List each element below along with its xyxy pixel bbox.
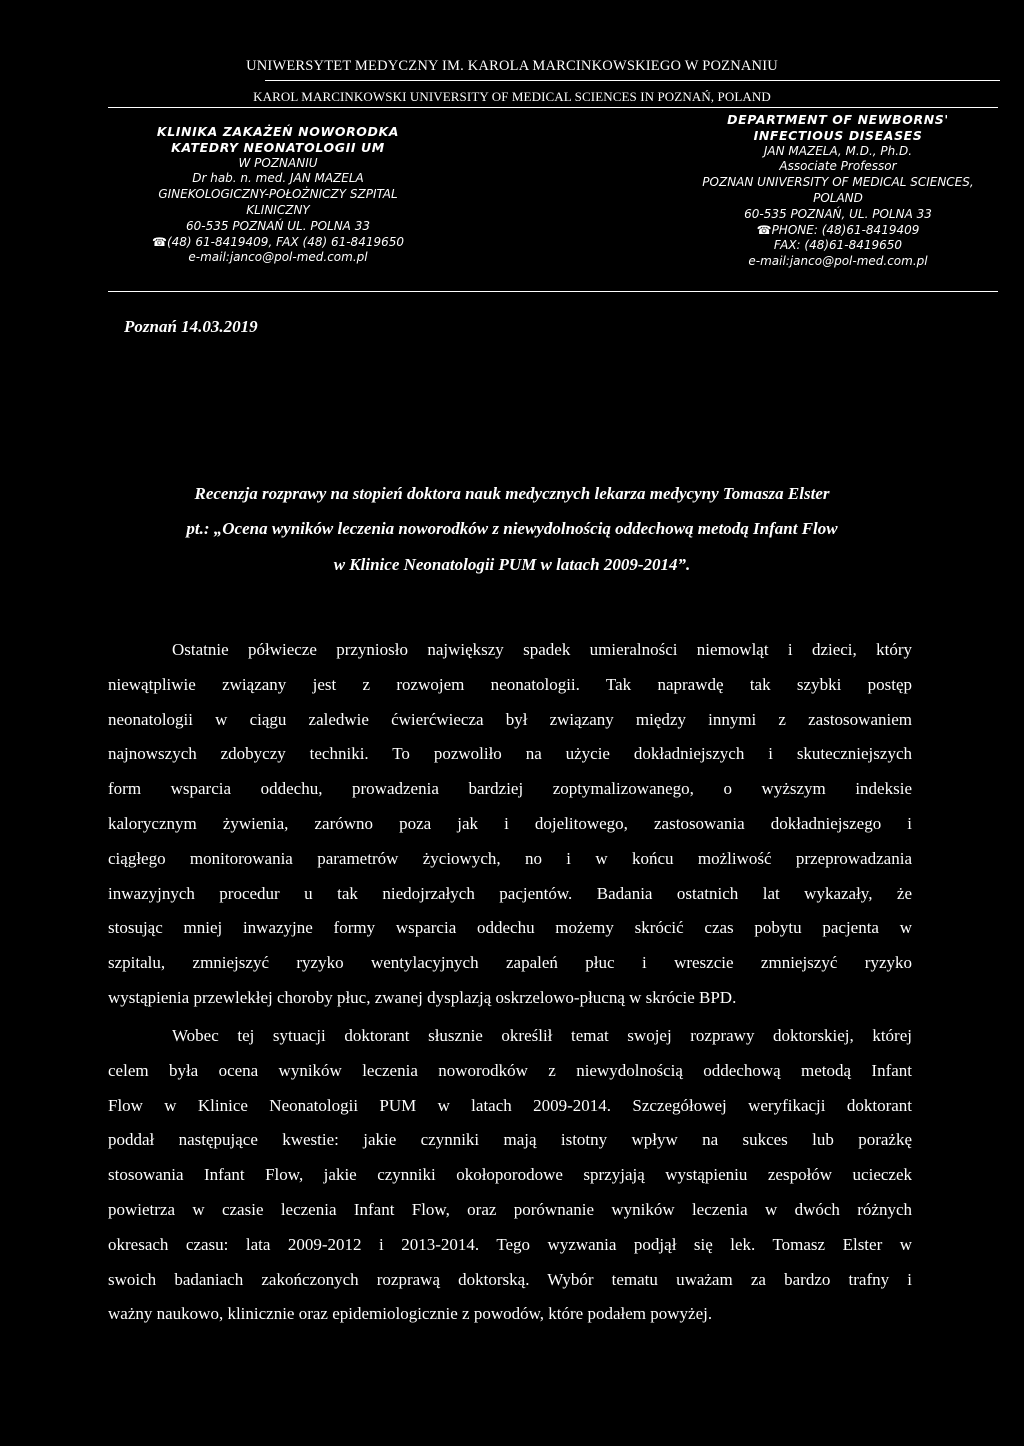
p2-line: poddał następujące kwestie: jakie czynniki mają istotny wpływ na sukces lub porażkę xyxy=(108,1130,912,1150)
fax-en: FAX: (48)61-8419650 xyxy=(773,238,903,253)
p1-line: neonatologii w ciągu zaledwie ćwierćwiecza był związany między innymi z zastosowaniem xyxy=(108,709,912,729)
p2-line: ważny naukowo, klinicznie oraz epidemiologicznie z powodów, które podałem powyżej. xyxy=(108,1304,713,1324)
p2-line: Wobec tej sytuacji doktorant słusznie określił temat swojej rozprawy doktorskiej, której xyxy=(172,1026,912,1045)
p1-line: Ostatnie półwiecze przyniosło największy spadek umieralności niemowląt i dzieci, który xyxy=(172,640,912,659)
p2-line: stosowania Infant Flow, jakie czynniki okołoporodowe sprzyjają wystąpieniu zespołów ucieczek xyxy=(108,1165,912,1185)
city-pl: W POZNANIU xyxy=(238,155,318,170)
email-pl: e-mail:janco@pol-med.com.pl xyxy=(188,250,368,265)
p1-line: inwazyjnych procedur u tak niedojrzałych pacjentów. Badania ostatnich lat wykazały, że xyxy=(108,883,912,903)
header-rule-2 xyxy=(108,107,998,108)
head-title-en: Associate Professor xyxy=(779,159,897,174)
document-date: Poznań 14.03.2019 xyxy=(124,317,258,336)
p2-line: Flow w Klinice Neonatologii PUM w latach 2009-2014. Szczegółowej weryfikacji doktorant xyxy=(108,1095,912,1115)
p1-line: niewątpliwie związany jest z rozwojem neonatologii. Tak naprawdę tak szybki postęp xyxy=(108,674,912,694)
university-en: POZNAN UNIVERSITY OF MEDICAL SCIENCES, xyxy=(702,175,974,190)
university-name-en: KAROL MARCINKOWSKI UNIVERSITY OF MEDICAL SCIENCES IN POZNAŃ, POLAND xyxy=(253,89,771,104)
phone-fax-pl: ☎(48) 61-8419409, FAX (48) 61-8419650 xyxy=(152,234,404,249)
p1-line: najnowszych zdobyczy techniki. To pozwoliło na użycie dokładniejszych i skuteczniejszych xyxy=(108,744,912,764)
body-paragraph-2 xyxy=(108,1019,912,1332)
letterhead-left xyxy=(108,124,448,266)
p2-line: swoich badaniach zakończonych rozprawą doktorską. Wybór tematu uważam za bardzo trafny i xyxy=(108,1269,912,1289)
hospital-name-pl: GINEKOLOGICZNY-POŁOŻNICZY SZPITAL xyxy=(158,187,398,202)
head-name-en: JAN MAZELA, M.D., Ph.D. xyxy=(763,143,913,158)
email-en: e-mail:janco@pol-med.com.pl xyxy=(748,254,928,269)
body-paragraph-1 xyxy=(108,633,912,1016)
p1-line: form wsparcia oddechu, prowadzenia bardziej zoptymalizowanego, o wyższym indeksie xyxy=(108,779,912,799)
p2-line: okresach czasu: lata 2009-2012 i 2013-2014. Tego wyzwania podjął się lek. Tomasz Elster w xyxy=(108,1234,912,1254)
p2-line: celem była ocena wyników leczenia noworodków z niewydolnością oddechową metodą Infant xyxy=(108,1060,912,1080)
review-title-line3: w Klinice Neonatologii PUM w latach 2009-2014”. xyxy=(333,555,691,574)
review-title-line2: pt.: „Ocena wyników leczenia noworodków z niewydolnością oddechową metodą Infant Flow xyxy=(186,519,838,538)
address-en: 60-535 POZNAŃ, UL. POLNA 33 xyxy=(744,206,932,221)
p1-line: wystąpienia przewlekłej choroby płuc, zwanej dysplazją oskrzelowo-płucną w skrócie BPD. xyxy=(108,987,737,1007)
letterhead-right xyxy=(680,112,996,270)
phone-en: ☎PHONE: (48)61-8419409 xyxy=(756,222,920,237)
university-name-pl: UNIWERSYTET MEDYCZNY IM. KAROLA MARCINKOWSKIEGO W POZNANIU xyxy=(246,58,778,74)
p1-line: szpitalu, zmniejszyć ryzyko wentylacyjnych zapaleń płuc i wreszcie zmniejszyć ryzyko xyxy=(108,953,912,973)
p1-line: ciągłego monitorowania parametrów życiowych, no i w końcu możliwość przeprowadzania xyxy=(108,848,912,868)
hospital-name-pl-cont: KLINICZNY xyxy=(246,202,310,217)
department-name-en: DEPARTMENT OF NEWBORNS' xyxy=(727,112,949,127)
country-en: POLAND xyxy=(813,190,863,205)
p2-line: powietrza w czasie leczenia Infant Flow, oraz porównanie wyników leczenia w dwóch różnych xyxy=(108,1199,912,1219)
header-rule-3 xyxy=(108,291,998,292)
review-title-line1: Recenzja rozprawy na stopień doktora nauk medycznych lekarza medycyny Tomasza Elster xyxy=(194,484,830,503)
clinic-name-pl: KLINIKA ZAKAŻEŃ NOWORODKA xyxy=(156,124,400,139)
department-name-en-cont: INFECTIOUS DISEASES xyxy=(753,127,923,143)
p1-line: stosując mniej inwazyjne formy wsparcia oddechu możemy skrócić czas pobytu pacjenta w xyxy=(108,918,912,938)
address-pl: 60-535 POZNAŃ UL. POLNA 33 xyxy=(186,218,370,233)
department-name-pl: KATEDRY NEONATOLOGII UM xyxy=(171,139,385,155)
p1-line: kalorycznym żywienia, zarówno poza jak i dojelitowego, zastosowania dokładniejszego i xyxy=(108,813,912,833)
header-rule-1 xyxy=(265,80,1000,81)
head-name-pl: Dr hab. n. med. JAN MAZELA xyxy=(192,171,364,186)
